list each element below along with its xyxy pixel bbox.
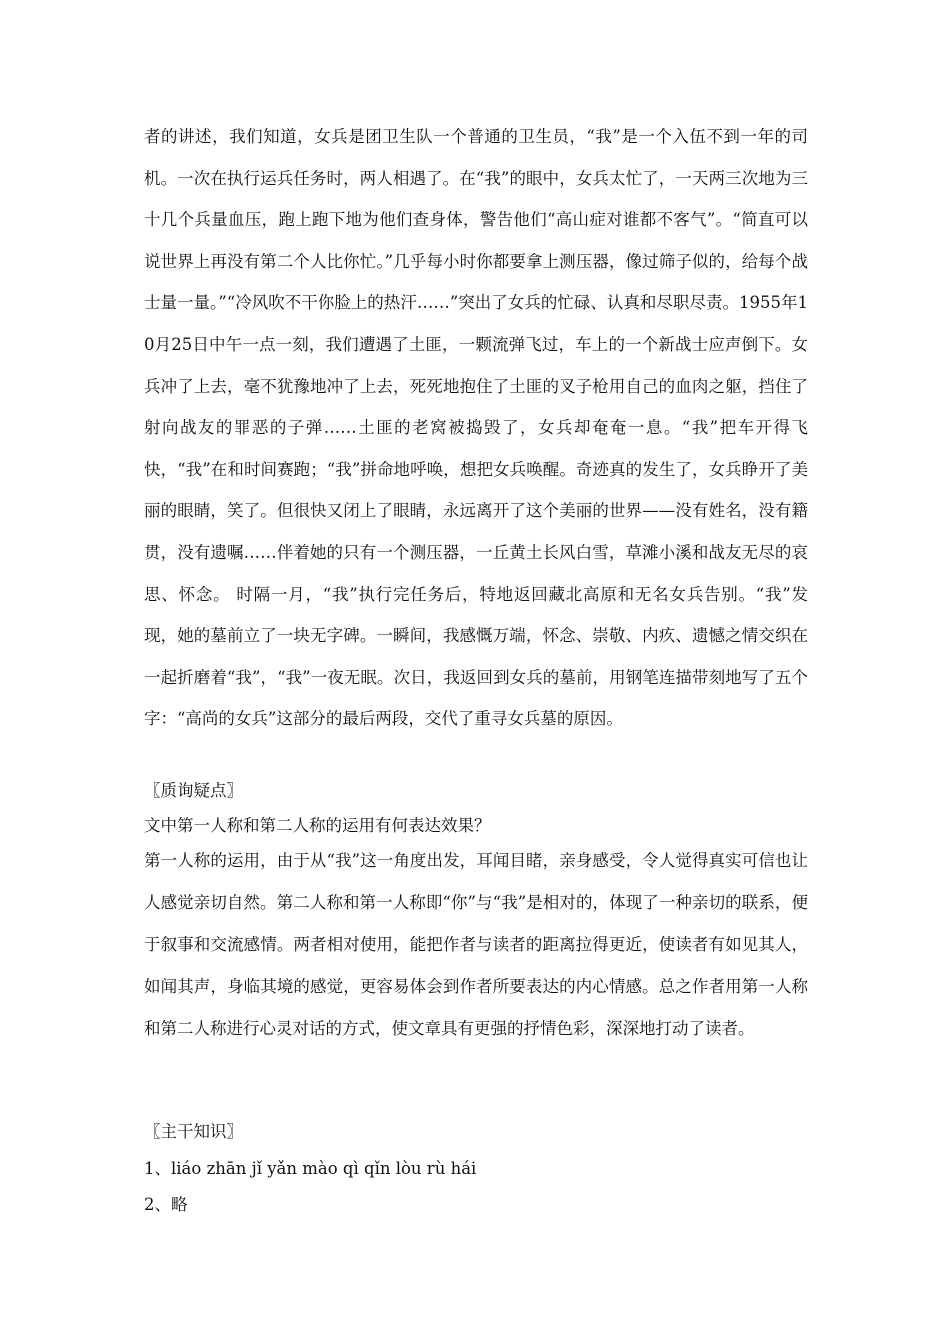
passage-summary-paragraph: 者的讲述，我们知道，女兵是团卫生队一个普通的卫生员，“我”是一个入伍不到一年的司机。一次在执行运兵任务时，两人相遇了。在“我”的眼中，女兵太忙了，一天两三次地为三十几个兵量血压，跑上跑下地为他们查身体，警告他们“高山症对谁都不客气”。“简直可以说世界上再没有第二个人比你忙。”几乎每小时你都要拿上测压器，像过筛子似的，给每个战士量一量。”“冷风吹不干你脸上的热汗……”突出了女兵的忙碌、认真和尽职尽责。1955年10月25日中午一点一刻，我们遭遇了土匪，一颗流弹飞过，车上的一个新战士应声倒下。女兵冲了上去，毫不犹豫地冲了上去，死死地抱住了土匪的叉子枪用自己的血肉之躯，挡住了射向战友的罪恶的子弹……土匪的老窝被捣毁了，女兵却奄奄一息。“我”把车开得飞快，“我”在和时间赛跑；“我”拼命地呼唤，想把女兵唤醒。奇迹真的发生了，女兵睁开了美丽的眼睛，笑了。但很快又闭上了眼睛，永远离开了这个美丽的世界——没有姓名，没有籍贯，没有遗嘱……伴着她的只有一个测压器，一丘黄土长风白雪，草滩小溪和战友无尽的哀思、怀念。 时隔一月，“我”执行完任务后，特地返回藏北高原和无名女兵告别。“我”发现，她的墓前立了一块无字碑。一瞬间，我感慨万端，怀念、崇敬、内疚、遗憾之情交织在一起折磨着“我”，“我”一夜无眠。次日，我返回到女兵的墓前，用钢笔连描带刻地写了五个字：“高尚的女兵”这部分的最后两段，交代了重寻女兵墓的原因。 [144, 127, 808, 729]
inquiry-answer-block [144, 840, 808, 1050]
knowledge-item-omitted: 2、略 [144, 1195, 188, 1214]
knowledge-heading: 〖主干知识〗 [144, 1122, 243, 1141]
inquiry-answer-paragraph: 第一人称的运用，由于从“我”这一角度出发，耳闻目睹，亲身感受，令人觉得真实可信也让人感觉亲切自然。第二人称和第一人称即“你”与“我”是相对的，体现了一种亲切的联系，便于叙事和交流感情。两者相对使用，能把作者与读者的距离拉得更近，使读者有如见其人，如闻其声，身临其境的感觉，更容易体会到作者所要表达的内心情感。总之作者用第一人称和第二人称进行心灵对话的方式，使文章具有更强的抒情色彩，深深地打动了读者。 [144, 851, 808, 1038]
inquiry-heading: 〖质询疑点〗 [144, 781, 243, 800]
passage-block [144, 116, 808, 740]
inquiry-question: 文中第一人称和第二人称的运用有何表达效果？ [144, 816, 491, 835]
knowledge-item-pinyin: 1、liáo zhān jǐ yǎn mào qì qǐn lòu rù hái [144, 1159, 477, 1178]
